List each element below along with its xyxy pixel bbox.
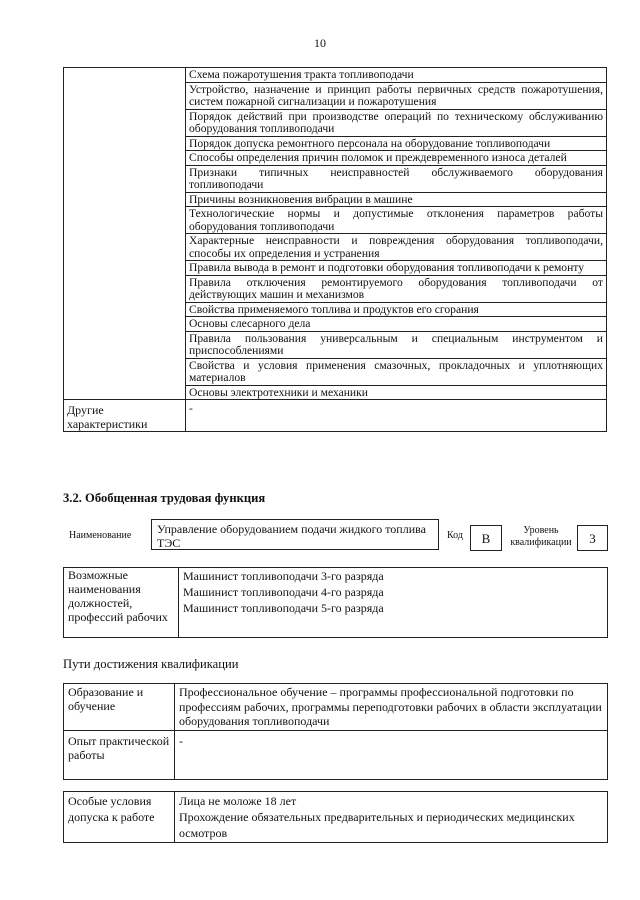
required-knowledge-table <box>63 67 607 432</box>
name-label: Наименование <box>69 530 132 541</box>
knowledge-item: Правила вывода в ремонт и подготовки оборудования топливоподачи к ремонту <box>186 261 607 276</box>
knowledge-item: Основы слесарного дела <box>186 317 607 332</box>
qualification-level-label: Уровень квалификации <box>510 525 572 548</box>
function-name-value: Управление оборудованием подачи жидкого топлива ТЭС <box>151 519 439 550</box>
experience-value: - <box>175 730 608 779</box>
page-number: 10 <box>314 36 326 50</box>
qualification-level-value: 3 <box>577 525 608 551</box>
other-characteristics-row <box>64 400 607 432</box>
admission-label: Особые условия допуска к работе <box>64 792 175 843</box>
admission-item: Прохождение обязательных предварительных и периодических медицинских осмотров <box>179 810 575 840</box>
knowledge-item: Порядок действий при производстве операций по техническому обслуживанию оборудования топливоподачи <box>186 109 607 136</box>
knowledge-item: Устройство, назначение и принцип работы первичных средств пожаротушения, систем пожарной сигнализации и пожаротушения <box>186 82 607 109</box>
experience-label: Опыт практической работы <box>64 730 175 779</box>
positions-label: Возможные наименования должностей, профессий рабочих <box>64 568 179 638</box>
knowledge-row <box>64 68 607 83</box>
code-value: В <box>470 525 502 551</box>
other-characteristics-value: - <box>186 400 607 432</box>
knowledge-item: Основы электротехники и механики <box>186 385 607 400</box>
admission-values <box>175 792 608 843</box>
admission-table <box>63 791 608 843</box>
knowledge-item: Правила отключения ремонтируемого оборудования топливоподачи от действующих машин и механизмов <box>186 275 607 302</box>
knowledge-item: Признаки типичных неисправностей обслуживаемого оборудования топливоподачи <box>186 165 607 192</box>
qualification-paths-title: Пути достижения квалификации <box>63 657 239 671</box>
knowledge-item: Схема пожаротушения тракта топливоподачи <box>186 68 607 83</box>
knowledge-label-cell <box>64 68 186 400</box>
admission-item: Лица не моложе 18 лет <box>179 794 297 808</box>
education-value: Профессиональное обучение – программы профессиональной подготовки по профессиям рабочих, программы переподготовки рабочих в области эксплуатации оборудования топливоподачи <box>175 684 608 731</box>
knowledge-item: Правила пользования универсальным и специальным инструментом и приспособлениями <box>186 331 607 358</box>
knowledge-item: Свойства и условия применения смазочных, прокладочных и уплотняющих материалов <box>186 358 607 385</box>
code-label: Код <box>447 530 463 541</box>
other-characteristics-label: Другие характеристики <box>64 400 186 432</box>
knowledge-item: Свойства применяемого топлива и продуктов его сгорания <box>186 302 607 317</box>
position-item: Машинист топливоподачи 4-го разряда <box>183 585 384 599</box>
positions-values <box>179 568 608 638</box>
positions-table <box>63 567 608 638</box>
knowledge-item: Порядок допуска ремонтного персонала на оборудование топливоподачи <box>186 136 607 151</box>
position-item: Машинист топливоподачи 5-го разряда <box>183 601 384 615</box>
knowledge-item: Причины возникновения вибрации в машине <box>186 192 607 207</box>
education-label: Образование и обучение <box>64 684 175 731</box>
knowledge-item: Технологические нормы и допустимые отклонения параметров работы оборудования топливоподачи <box>186 207 607 234</box>
knowledge-item: Характерные неисправности и повреждения оборудования топливоподачи, способы их определения и устранения <box>186 234 607 261</box>
section-title: 3.2. Обобщенная трудовая функция <box>63 491 266 505</box>
position-item: Машинист топливоподачи 3-го разряда <box>183 569 384 583</box>
qualification-paths-table <box>63 683 608 780</box>
knowledge-item: Способы определения причин поломок и преждевременного износа деталей <box>186 151 607 166</box>
